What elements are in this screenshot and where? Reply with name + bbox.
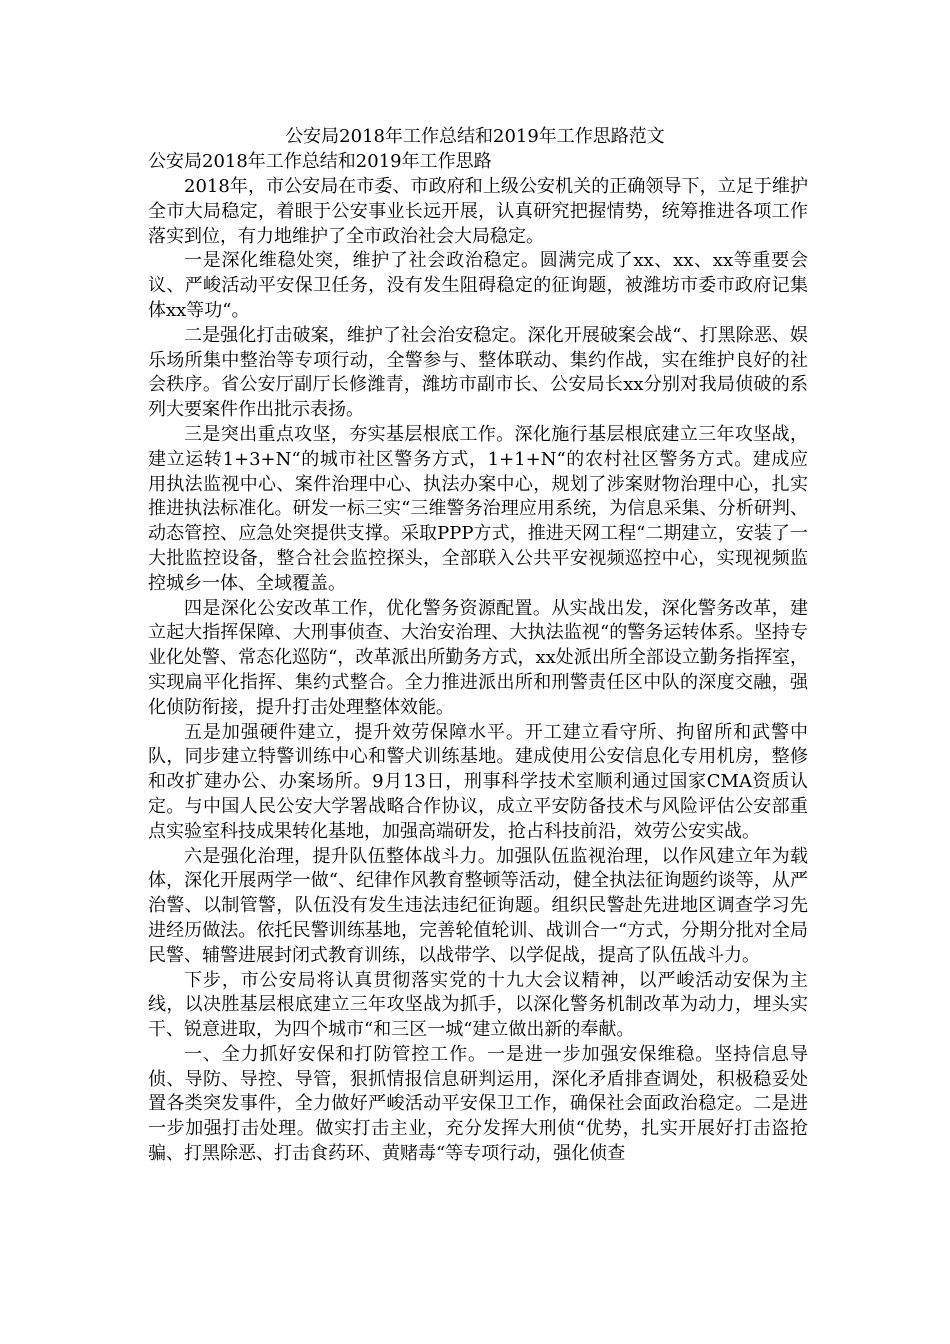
document-subtitle: 公安局2018年工作总结和2019年工作思路 (148, 151, 492, 172)
paragraph: 六是强化治理，提升队伍整体战斗力。加强队伍监视治理，以作风建立年为载体，深化开展两学一做“、纪律作风教育整顿等活动，健全执法征询题约谈等，从严治警、以制管警，队伍没有发生违法违纪征询题。组织民警赴先进地区调查学习先进经历做法。依托民警训练基地，完善轮值轮训、战训合一“方式，分期分批对全局民警、辅警进展封闭式教育训练，以战带学、以学促战，提高了队伍战斗力。 (148, 845, 808, 966)
paragraph: 下步，市公安局将认真贯彻落实党的十九大会议精神，以严峻活动安保为主线，以决胜基层根底建立三年攻坚战为抓手，以深化警务机制改革为动力，埋头实干、锐意进取，为四个城市“和三区一城“建立做出新的奉献。 (148, 969, 808, 1041)
paragraph: 2018年，市公安局在市委、市政府和上级公安机关的正确领导下，立足于维护全市大局稳定，着眼于公安事业长远开展，认真研究把握情势，统筹推进各项工作落实到位，有力地维护了全市政治社会大局稳定。 (148, 176, 808, 247)
paragraph: 二是强化打击破案，维护了社会治安稳定。深化开展破案会战“、打黑除恶、娱乐场所集中整治等专项行动，全警参与、整体联动、集约作战，实在维护良好的社会秩序。省公安厅副厅长修潍青，潍坊市副市长、公安局长xx分别对我局侦破的系列大要案件作出批示表扬。 (148, 324, 808, 421)
paragraph: 一是深化维稳处突，维护了社会政治稳定。圆满完成了xx、xx、xx等重要会议、严峻活动平安保卫任务，没有发生阻碍稳定的征询题，被潍坊市委市政府记集体xx等功“。 (148, 250, 808, 321)
document-body (148, 175, 808, 1167)
paragraph: 五是加强硬件建立，提升效劳保障水平。开工建立看守所、拘留所和武警中队，同步建立特警训练中心和警犬训练基地。建成使用公安信息化专用机房，整修和改扩建办公、办案场所。9月13日，刑事科学技术室顺利通过国家CMA资质认定。与中国人民公安大学署战略合作协议，成立平安防备技术与风险评估公安部重点实验室科技成果转化基地，加强高端研发，抢占科技前沿，效劳公安实战。 (148, 721, 808, 842)
paragraph: 四是深化公安改革工作，优化警务资源配置。从实战出发，深化警务改革，建立起大指挥保障、大刑事侦查、大治安治理、大执法监视“的警务运转体系。坚持专业化处警、常态化巡防“，改革派出所勤务方式，xx处派出所全部设立勤务指挥室，实现扁平化指挥、集约式整合。全力推进派出所和刑警责任区中队的深度交融，强化侦防衔接，提升打击处理整体效能。 (148, 597, 808, 718)
document-title: 公安局2018年工作总结和2019年工作思路范文 (285, 126, 665, 147)
paragraph: 三是突出重点攻坚，夯实基层根底工作。深化施行基层根底建立三年攻坚战，建立运转1+3+N“的城市社区警务方式，1+1+N“的农村社区警务方式。建成应用执法监视中心、案件治理中心、执法办案中心，规划了涉案财物治理中心，扎实推进执法标准化。研发一标三实“三维警务治理应用系统，为信息采集、分析研判、动态管控、应急处突提供支撑。采取PPP方式，推进天网工程“二期建立，安装了一大批监控设备，整合社会监控探头，全部联入公共平安视频巡控中心，实现视频监控城乡一体、全域覆盖。 (148, 423, 808, 594)
paragraph: 一、全力抓好安保和打防管控工作。一是进一步加强安保维稳。坚持信息导侦、导防、导控、导管，狠抓情报信息研判运用，深化矛盾排查调处，积极稳妥处置各类突发事件，全力做好严峻活动平安保卫工作，确保社会面政治稳定。二是进一步加强打击处理。做实打击主业，充分发挥大刑侦“优势，扎实开展好打击盗抢骗、打黑除恶、打击食药环、黄赌毒“等专项行动，强化侦查 (148, 1043, 808, 1165)
